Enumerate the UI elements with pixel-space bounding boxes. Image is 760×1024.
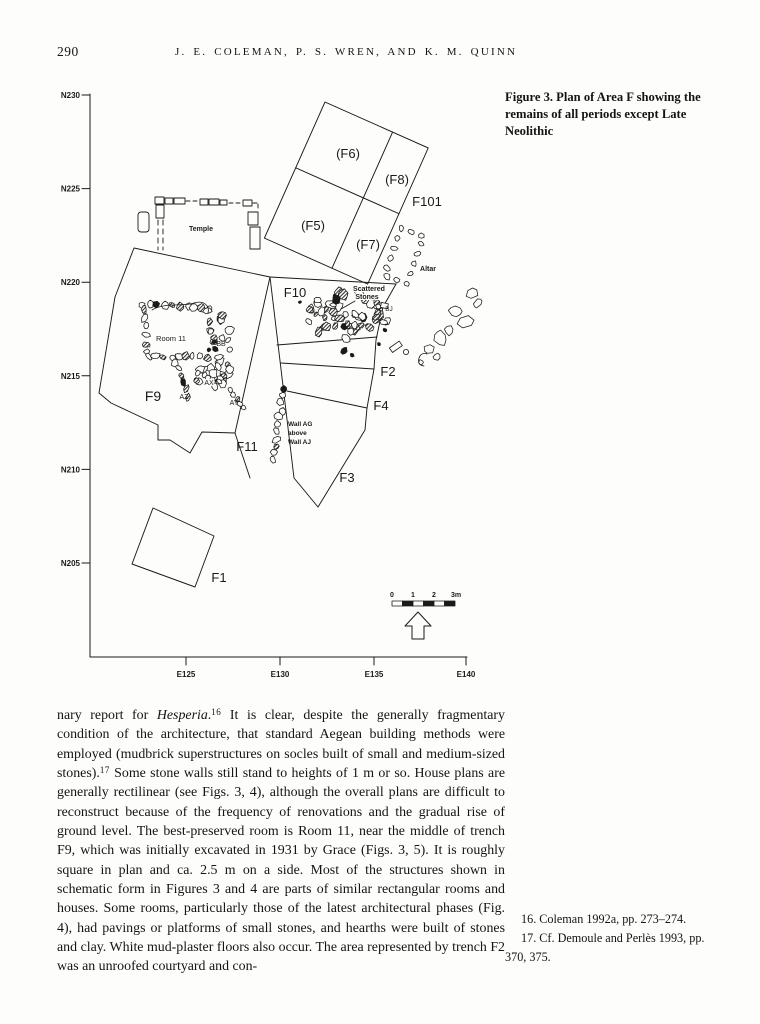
grid-label-E125: E125 bbox=[176, 670, 196, 679]
trench-f5-f8-block bbox=[264, 102, 428, 284]
grid-label-N225: N225 bbox=[60, 184, 80, 194]
plan-label-f101: F101 bbox=[412, 194, 442, 209]
grid-label-E135: E135 bbox=[364, 670, 384, 679]
plan-label-bb: BB bbox=[216, 341, 226, 348]
plan-label-wall-ag: Wall AG bbox=[288, 421, 313, 428]
f2-small-stone bbox=[403, 349, 408, 354]
plan-label--f6-: (F6) bbox=[336, 146, 360, 161]
grid-label-E140: E140 bbox=[456, 670, 476, 679]
plan-label-f1: F1 bbox=[211, 570, 227, 585]
plan-label-f2: F2 bbox=[380, 364, 396, 379]
scale-label-3m: 3m bbox=[450, 592, 462, 599]
temple-structure bbox=[138, 197, 260, 250]
plan-label-room-11: Room 11 bbox=[156, 334, 186, 343]
running-head: J. E. COLEMAN, P. S. WREN, AND K. M. QUINN bbox=[175, 46, 518, 58]
page-number: 290 bbox=[57, 44, 79, 59]
grid-label-N220: N220 bbox=[60, 278, 80, 288]
plan-label-ay: AY bbox=[229, 400, 239, 407]
scale-label-0: 0 bbox=[390, 592, 394, 599]
plan-label-wall-aj: Wall AJ bbox=[288, 439, 311, 446]
scale-label-1: 1 bbox=[411, 592, 415, 599]
trench-f1 bbox=[132, 508, 214, 587]
plan-label-altar: Altar bbox=[420, 266, 436, 273]
plan-label--f8-: (F8) bbox=[385, 172, 409, 187]
plan-label-scattered: Scattered bbox=[353, 286, 385, 293]
plan-label-f3: F3 bbox=[339, 470, 355, 485]
plan-label-f9: F9 bbox=[144, 388, 162, 404]
f2-small-slab bbox=[389, 341, 402, 352]
plan-label--f5-: (F5) bbox=[301, 218, 325, 233]
grid-axes bbox=[90, 94, 467, 657]
footnotes bbox=[505, 910, 718, 967]
plan-label-az: AZ bbox=[179, 394, 189, 401]
plan-label--f7-: (F7) bbox=[356, 237, 380, 252]
footnote: 17. Cf. Demoule and Perlès 1993, pp. 370, 375. bbox=[505, 931, 705, 965]
figure-caption: Figure 3. Plan of Area F showing the remains of all periods except Late Neolithic bbox=[505, 90, 701, 138]
footnote: 16. Coleman 1992a, pp. 273–274. bbox=[521, 912, 687, 926]
scale-bar bbox=[392, 601, 455, 606]
plan-labels bbox=[145, 146, 461, 599]
grid-label-N215: N215 bbox=[60, 371, 80, 381]
grid-label-N230: N230 bbox=[60, 91, 80, 100]
grid-label-N210: N210 bbox=[60, 465, 80, 475]
scale-label-2: 2 bbox=[432, 592, 436, 599]
north-arrow-icon bbox=[405, 612, 431, 639]
plan-label-bj: BJ bbox=[385, 306, 393, 313]
site-plan-figure bbox=[55, 85, 500, 700]
plan-label-ax: AX bbox=[204, 380, 214, 387]
plan-label-above: above bbox=[288, 430, 307, 437]
grid-axis-ticks bbox=[61, 91, 476, 679]
plan-label-stones: Stones bbox=[355, 294, 379, 301]
grid-label-E130: E130 bbox=[270, 670, 290, 679]
plan-label-f11: F11 bbox=[236, 439, 258, 454]
body-paragraph: nary report for Hesperia.$^{16}$ It is clear, despite the generally fragmentary condition of the architecture, that standard Aegean building methods were employed (mudbrick superstructures on socles built of small and medium-sized stones).$^{17}$ Some stone walls still stand to heights of 1 m or so. House plans are generally rectilinear (see Figs. 3, 4), although the overall plans are difficult to reconstruct because of the frequency of renovations and the gradual rise of ground level. The best-preserved room is Room 11, near the middle of trench F9, which was initially excavated in 1931 by Grace (Figs. 3, 5). It is roughly square in plan and ca. 2.5 m on a side. Most of the structures shown in schematic form in Figures 3 and 4 are parts of similar rectangular rooms and houses. Some rooms, particularly those of the latest architectural phases (Fig. 4), had pavings or platforms of small stones, and hearths were built of stones and clay. White mud-plaster floors also occur. The area represented by trench F2 was an unroofed courtyard and con- bbox=[57, 707, 505, 975]
plan-label-f4: F4 bbox=[373, 398, 389, 413]
trench-f9 bbox=[99, 248, 270, 453]
grid-label-N205: N205 bbox=[60, 559, 80, 568]
plan-label-f10: F10 bbox=[283, 285, 307, 300]
plan-label-temple: Temple bbox=[189, 226, 213, 233]
